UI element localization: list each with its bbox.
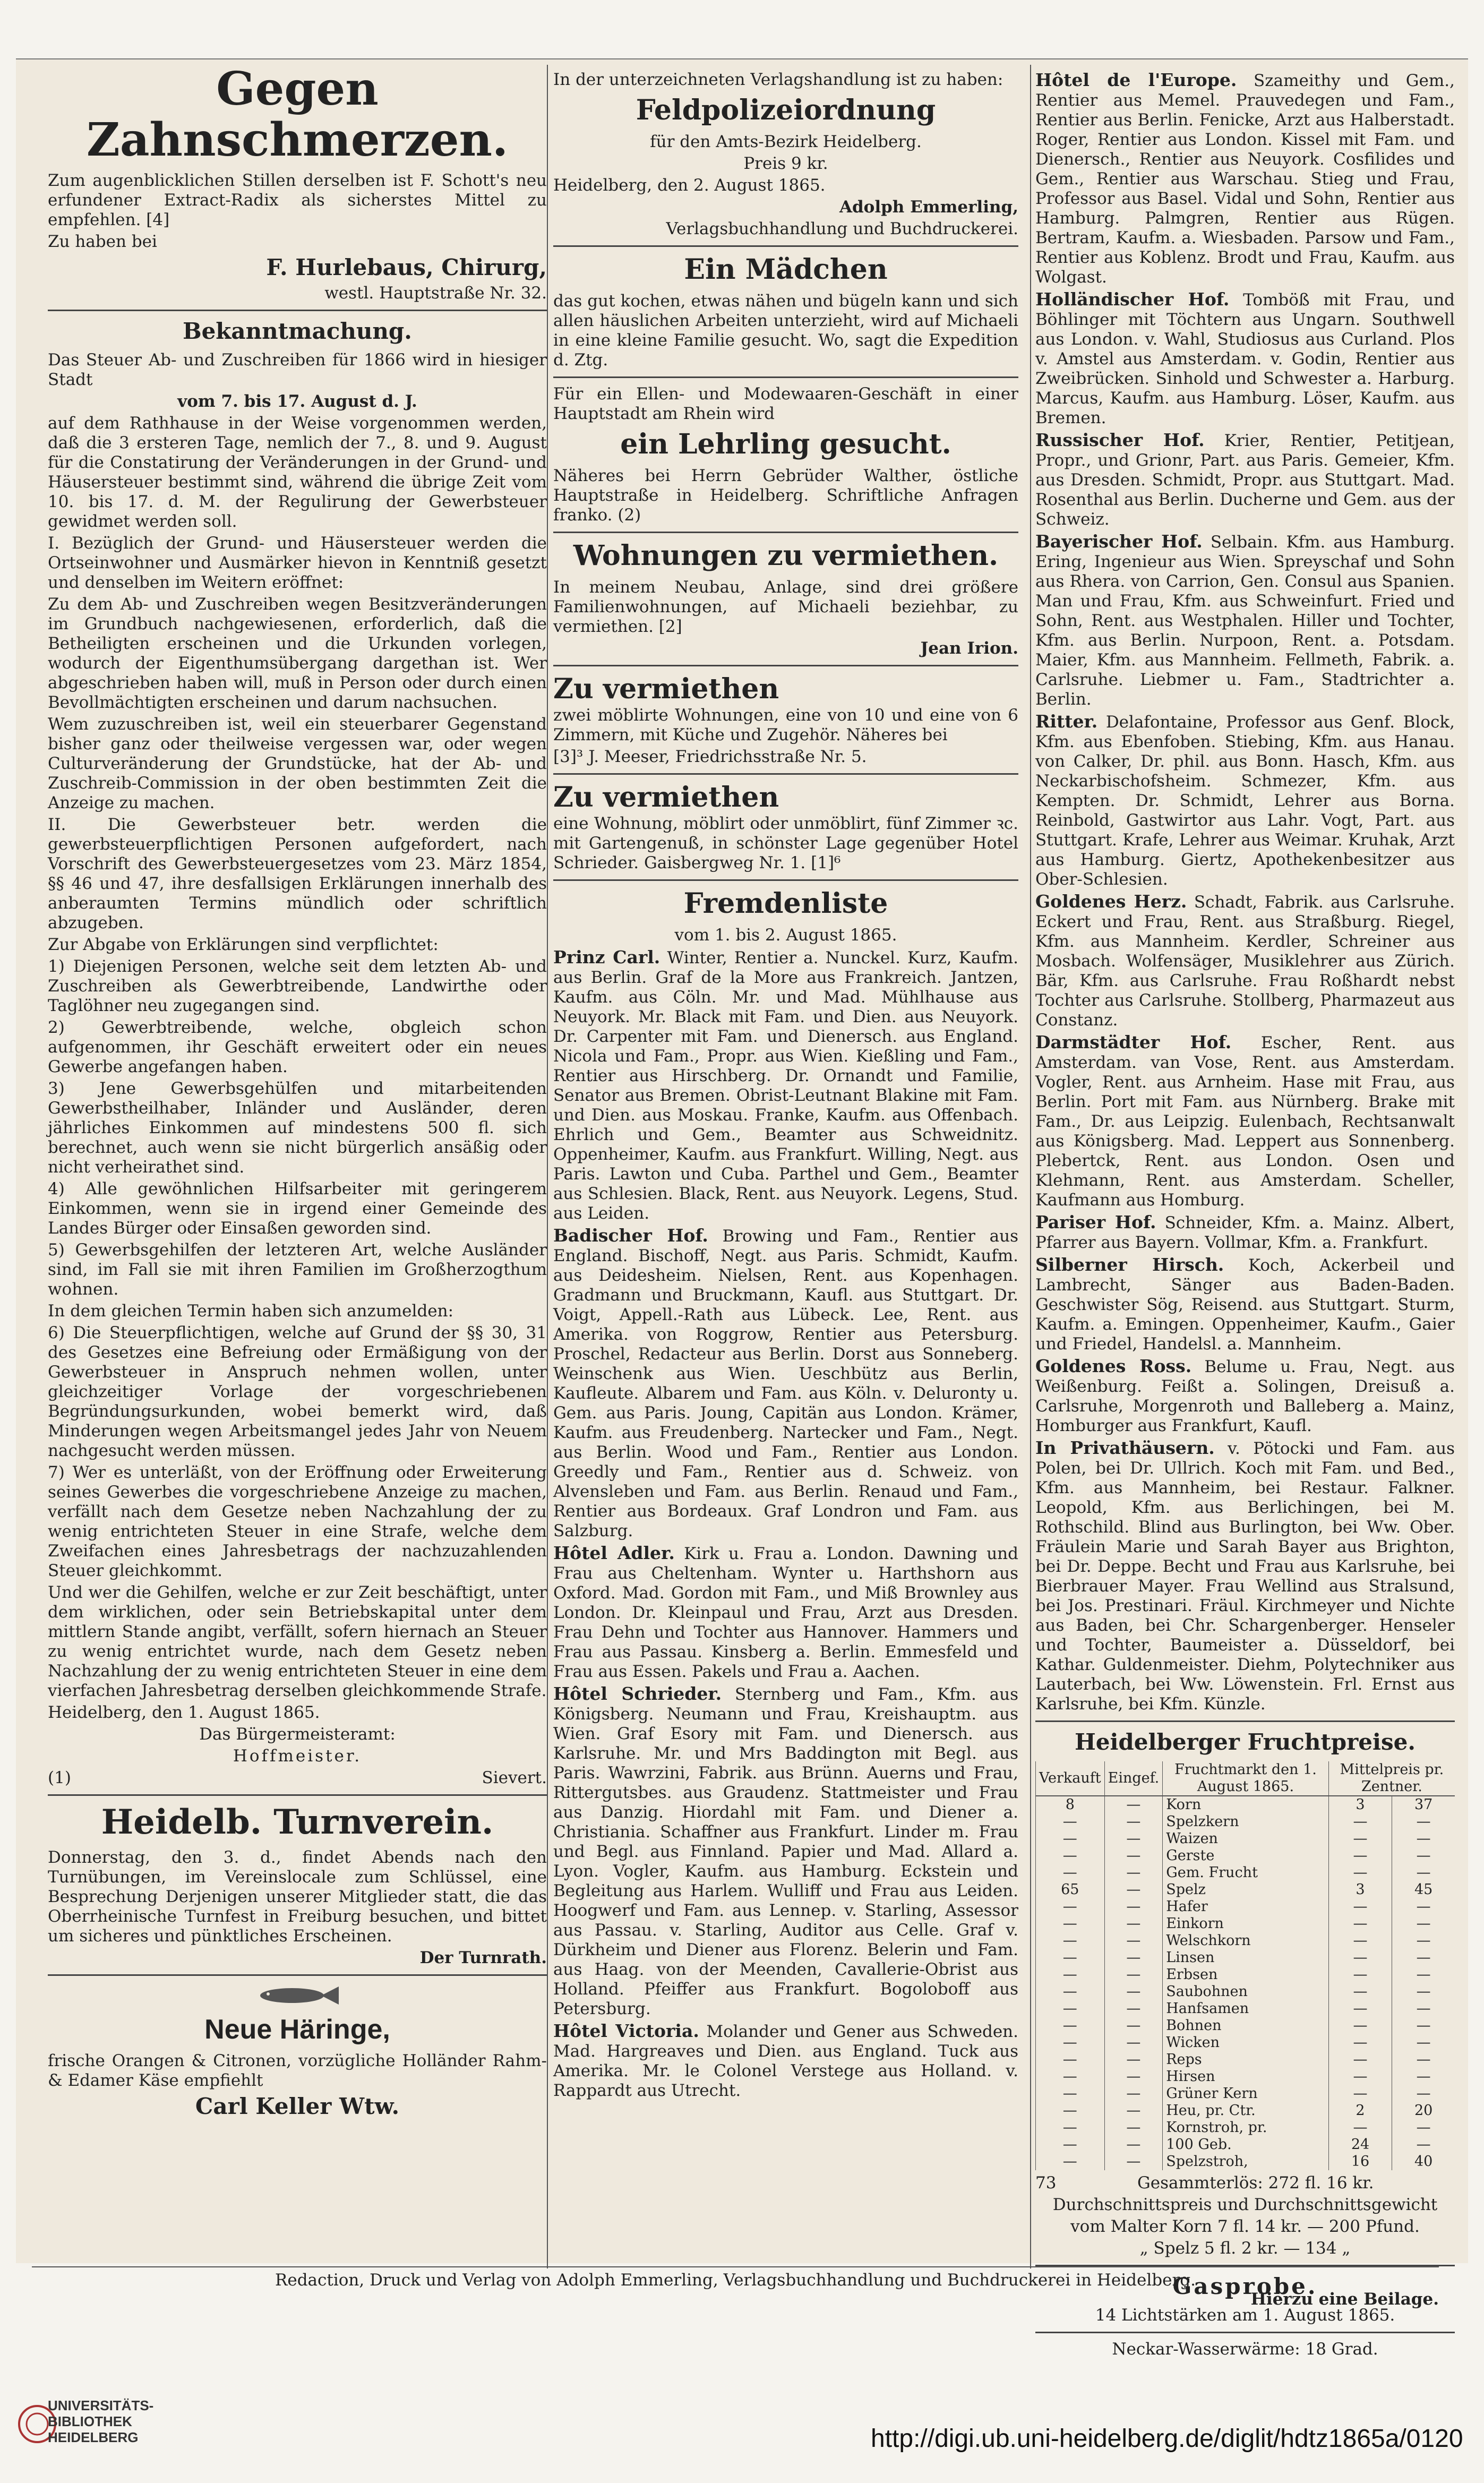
notice-item: 2) Gewerbtreibende, welche, obgleich schon aufgenommen, ihr Geschäft erweitert oder ein neues Gewerbe angefangen haben.: [48, 1018, 547, 1076]
table-row: [1036, 2102, 1455, 2119]
price-kr-cell: —: [1392, 1983, 1455, 2000]
sold-cell: —: [1036, 2034, 1105, 2051]
table-row: [1036, 2119, 1455, 2136]
delivered-cell: —: [1104, 1949, 1163, 1966]
hotel-name: Goldenes Herz.: [1035, 891, 1187, 912]
price-kr-cell: —: [1392, 2051, 1455, 2068]
price-fl-cell: —: [1328, 2034, 1392, 2051]
grain-name-cell: Welschkorn: [1163, 1932, 1329, 1949]
price-fl-cell: 2: [1328, 2102, 1392, 2119]
sold-cell: —: [1036, 2102, 1105, 2119]
price-kr-cell: —: [1392, 2034, 1455, 2051]
imprint-supplement: Hierzu eine Beilage.: [1250, 2290, 1439, 2309]
hotel-guests: Krier, Rentier, Petitjean, Propr., und Grionr, Part. aus Paris. Gemeier, Kfm. aus Dresden. Schmidt, Propr. aus Stuttgart. Mad. Rosenthal aus Berlin. Ducherne und Gem. aus der Schweiz.: [1035, 431, 1455, 529]
notice-text: I. Bezüglich der Grund- und Häusersteuer werden die Ortseinwohner und Ausmärker hievon in Kenntniß gesetzt und denselben im Weitern eröffnet:: [48, 534, 547, 592]
fruchtpreise-total-sold: 73: [1035, 2173, 1057, 2193]
price-kr-cell: —: [1392, 1915, 1455, 1932]
price-kr-cell: 45: [1392, 1881, 1455, 1898]
price-kr-cell: —: [1392, 2000, 1455, 2017]
table-header: Verkauft: [1036, 1761, 1105, 1796]
hotel-entry: [1035, 1032, 1455, 1210]
hotel-name: Darmstädter Hof.: [1035, 1032, 1232, 1052]
sold-cell: 65: [1036, 1881, 1105, 1898]
separator: [553, 879, 1018, 881]
table-row: [1036, 2034, 1455, 2051]
delivered-cell: —: [1104, 1932, 1163, 1949]
fremdenliste-title: Fremdenliste: [683, 887, 888, 920]
hotel-guests: Tomböß mit Frau, und Böhlinger mit Töchtern aus Ungarn. Southwell aus London. v. Wahl, Studiosus aus Curland. Plos v. Amstel aus Amsterdam. v. Godin, Rentier aus Zweibrücken. Sinhold und Schwester a. Harburg. Marcus, Kaufm. aus Hamburg. Löser, Kaufm. aus Bremen.: [1035, 290, 1455, 427]
table-row: [1036, 1915, 1455, 1932]
price-fl-cell: —: [1328, 2119, 1392, 2136]
hotel-name: Badischer Hof.: [553, 1225, 708, 1246]
hotel-guests: Schadt, Fabrik. aus Carlsruhe. Eckert und Frau, Rent. aus Straßburg. Riegel, Kfm. aus Mannheim. Kerdler, Schreiner aus Mosbach. Wolfensäger, Musiklehrer aus Zürich. Bär, Kfm. aus Carlsruhe. Frau Roßhardt nebst Tochter aus Carlsruhe. Stollberg, Pharmazeut aus Constanz.: [1035, 893, 1455, 1030]
haringe-title: Neue Häringe,: [204, 2014, 390, 2045]
grain-name-cell: Saubohnen: [1163, 1983, 1329, 2000]
vermiethen-contact: [3]³ J. Meeser, Friedrichsstraße Nr. 5.: [553, 747, 867, 766]
hotel-entry: [1035, 1438, 1455, 1714]
grain-name-cell: Korn: [1163, 1796, 1329, 1813]
price-fl-cell: —: [1328, 1847, 1392, 1864]
hotel-guests: Schneider, Kfm. a. Mainz. Albert, Pfarrer aus Bayern. Vollmar, Kfm. a. Frankfurt.: [1035, 1213, 1455, 1252]
table-row: [1036, 1881, 1455, 1898]
fruchtpreise-avg: Durchschnittspreis und Durchschnittsgewicht: [1052, 2195, 1438, 2214]
grain-name-cell: Reps: [1163, 2051, 1329, 2068]
price-kr-cell: —: [1392, 1830, 1455, 1847]
notice-text: Wem zuzuschreiben ist, weil ein steuerbarer Gegenstand bisher ganz oder theilweise vergessen war, oder wegen Culturveränderung der Grundstücke, hat der Ab- und Zuschreib-Commission in der oben bestimmten Zeit die Anzeige zu machen.: [48, 715, 547, 812]
hotel-guests: Browing und Fam., Rentier aus England. Bischoff, Negt. aus Paris. Schmidt, Kaufm. aus Deidesheim. Nielsen, Rent. aus Kopenhagen. Gradmann und Bruckmann, Kaufl. aus Stuttgart. Dr. Voigt, Appell.-Rath aus Lübeck. Lee, Rent. aus Amerika. von Roggrow, Rentier aus Petersburg. Proschel, Redacteur aus Berlin. Dorst aus Sonneberg. Weinschenk aus Wien. Ueschbütz aus Berlin, Kaufleute. Albarem und Fam. aus Köln. v. Deluronty u. Gem. aus Paris. Joung, Capitän aus London. Krämer, Kaufm. aus Freudenberg. Nartecker und Fam., Negt. aus Berlin. Wood und Fam., Rentier aus London. Greedly und Fam., Rentier aus d. Schweiz. von Alvensleben und Fam. aus Berlin. Renaud und Fam., Rentier aus Bordeaux. Graf Londron und Fam. aus Salzburg.: [553, 1227, 1019, 1540]
price-fl-cell: 16: [1328, 2153, 1392, 2170]
column-2: [547, 59, 1025, 2258]
grain-name-cell: Grüner Kern: [1163, 2085, 1329, 2102]
delivered-cell: —: [1104, 2051, 1163, 2068]
price-fl-cell: 3: [1328, 1881, 1392, 1898]
hotel-name: Holländischer Hof.: [1035, 289, 1230, 310]
price-fl-cell: 3: [1328, 1796, 1392, 1813]
lehrling-title: ein Lehrling gesucht.: [620, 428, 951, 460]
gasprobe-title: Gasprobe.: [1172, 2273, 1318, 2299]
hotel-name: Hôtel Schrieder.: [553, 1683, 722, 1704]
vermiethen-title: Zu vermiethen: [553, 673, 779, 705]
price-fl-cell: —: [1328, 1983, 1392, 2000]
table-header-row: [1036, 1761, 1455, 1796]
vermiethen-text: eine Wohnung, möblirt oder unmöblirt, fünf Zimmer ꝛc. mit Gartengenuß, in schönster Lage gegenüber Hotel Schrieder. Gaisbergweg Nr. 1. [1]⁶: [553, 814, 1018, 872]
delivered-cell: —: [1104, 2102, 1163, 2119]
price-kr-cell: 40: [1392, 2153, 1455, 2170]
separator: [1035, 2332, 1455, 2333]
feldpolizei-date: Heidelberg, den 2. August 1865.: [553, 176, 826, 195]
lehrling-text: Näheres bei Herrn Gebrüder Walther, östliche Hauptstraße in Heidelberg. Schriftliche Anfragen franko. (2): [553, 466, 1018, 525]
hotel-entry: [1035, 70, 1455, 287]
table-row: [1036, 1966, 1455, 1983]
hotel-guests: Szameithy und Gem., Rentier aus Memel. Prauvedegen und Fam., Rentier aus Berlin. Fenicke, Arzt aus Halberstadt. Roger, Rentier aus London. Kissel mit Fam. und Dienersch., Rentier aus Neuyork. Cosfilides und Gem., Rentier aus Warschau. Stieg und Frau, Professor aus Basel. Vidal und Sohn, Rentier aus Hamburg. Palmgren, Rentier aus Rügen. Bertram, Kaufm. a. Wiesbaden. Parsow und Fam., Rentier aus Koblenz. Brodt und Frau, Kaufm. aus Wolgast.: [1035, 71, 1455, 287]
grain-name-cell: Hirsen: [1163, 2068, 1329, 2085]
notice-item: 3) Jene Gewerbsgehülfen und mitarbeitenden Gewerbstheilhaber, Inländer und Ausländer, deren jährliches Einkommen auf mindestens 500 fl. sich berechnet, auch wenn sie nicht bürgerlich ansäßig oder nicht verheirathet sind.: [48, 1079, 547, 1177]
hotel-guests: Molander und Gener aus Schweden. Mad. Hargreaves und Dien. aus England. Tuck aus Amerika. Mr. le Colonel Verstege aus Holland. v. Rappardt aus Utrecht.: [553, 2022, 1019, 2100]
table-row: [1036, 1830, 1455, 1847]
library-name-line: HEIDELBERG: [48, 2429, 139, 2445]
grain-name-cell: Spelzkern: [1163, 1813, 1329, 1830]
grain-name-cell: 100 Geb.: [1163, 2136, 1329, 2153]
hotel-entry: [1035, 712, 1455, 889]
price-fl-cell: —: [1328, 1813, 1392, 1830]
separator: [553, 245, 1018, 247]
delivered-cell: —: [1104, 2068, 1163, 2085]
hotel-guests: v. Pötocki und Fam. aus Polen, bei Dr. Ullrich. Koch mit Fam. und Bed., Kfm. aus Mannheim, bei Restaur. Falkner. Leopold, Kfm. aus Berlichingen, bei M. Rothschild. Blind aus Burlington, bei Ww. Ober. Fräulein Marie und Sarah Bayer aus Brighton, bei Dr. Deppe. Becht und Frau aus Karlsruhe, bei Bierbrauer Mayer. Frau Wellind aus Stralsund, bei Jos. Prestinari. Fräul. Kirchmeyer und Nichte aus Baden, bei Chr. Schargenberger. Henseler und Tochter, Baumeister a. Düsseldorf, bei Kathar. Guldenmeister. Diehm, Polytechniker aus Lauterbach, bei Ww. Löwenstein. Frl. Ernst aus Karlsruhe, bei Kfm. Künzle.: [1035, 1439, 1455, 1714]
separator: [553, 773, 1018, 775]
delivered-cell: —: [1104, 1966, 1163, 1983]
feldpolizei-price: Preis 9 kr.: [743, 154, 828, 173]
turnverein-title: Heidelb. Turnverein.: [101, 1802, 494, 1842]
hotel-guests: Koch, Ackerbeil und Lambrecht, Sänger aus Baden-Baden. Geschwister Sög, Reisend. aus Stuttgart. Sturm, Kaufm. a. Emingen. Oppenheimer, Kaufm., Gaier und Friedel, Handelsl. a. Mannheim.: [1035, 1256, 1455, 1354]
notice-date: vom 7. bis 17. August d. J.: [177, 392, 417, 411]
sold-cell: —: [1036, 1847, 1105, 1864]
notice-text: Zur Abgabe von Erklärungen sind verpflichtet:: [48, 935, 439, 954]
haringe-text: frische Orangen & Citronen, vorzügliche Holländer Rahm- & Edamer Käse empfiehlt: [48, 2051, 547, 2090]
grain-name-cell: Spelzstroh,: [1163, 2153, 1329, 2170]
fruchtpreise-title: Heidelberger Fruchtpreise.: [1075, 1729, 1416, 1755]
column-rule: [1030, 65, 1031, 2268]
notice-text: In dem gleichen Termin haben sich anzumelden:: [48, 1302, 454, 1321]
notice-title: Bekanntmachung.: [183, 318, 412, 344]
price-kr-cell: —: [1392, 1864, 1455, 1881]
ad-advertiser: F. Hurlebaus, Chirurg,: [266, 254, 547, 280]
table-row: [1036, 1949, 1455, 1966]
table-row: [1036, 1813, 1455, 1830]
hotel-name: Bayerischer Hof.: [1035, 531, 1203, 552]
price-fl-cell: —: [1328, 1915, 1392, 1932]
table-row: [1036, 1932, 1455, 1949]
sold-cell: 8: [1036, 1796, 1105, 1813]
table-header: Fruchtmarkt den 1. August 1865.: [1163, 1761, 1329, 1796]
hotel-entry: [1035, 430, 1455, 529]
feldpolizei-publisher: Adolph Emmerling,: [839, 198, 1018, 217]
notice-signatory-line: [48, 1768, 547, 1788]
price-fl-cell: —: [1328, 2017, 1392, 2034]
maedchen-title: Ein Mädchen: [684, 253, 888, 286]
hotel-entry: [553, 1543, 1018, 1682]
delivered-cell: —: [1104, 1847, 1163, 1864]
price-kr-cell: —: [1392, 1966, 1455, 1983]
fruchtpreise-avg: vom Malter Korn 7 fl. 14 kr. — 200 Pfund.: [1070, 2217, 1420, 2236]
ad-address: westl. Hauptstraße Nr. 32.: [324, 284, 547, 303]
hotel-name: Goldenes Ross.: [1035, 1356, 1192, 1376]
grain-name-cell: Erbsen: [1163, 1966, 1329, 1983]
sold-cell: —: [1036, 1864, 1105, 1881]
sold-cell: —: [1036, 2153, 1105, 2170]
imprint-line: Redaction, Druck und Verlag von Adolph Emmerling, Verlagsbuchhandlung und Buchdruckerei in Heidelberg.: [32, 2266, 1439, 2290]
library-name: [48, 2398, 153, 2445]
hotel-entry: [1035, 892, 1455, 1030]
hotel-name: Ritter.: [1035, 711, 1098, 732]
table-header: Eingef.: [1104, 1761, 1163, 1796]
fruchtpreise-avg: „ Spelz 5 fl. 2 kr. — 134 „: [1139, 2239, 1351, 2258]
delivered-cell: —: [1104, 1864, 1163, 1881]
fremdenliste-date: vom 1. bis 2. August 1865.: [674, 926, 897, 945]
notice-number: (1): [48, 1768, 71, 1787]
fruchtpreise-body: [1036, 1796, 1455, 2170]
price-kr-cell: —: [1392, 1847, 1455, 1864]
delivered-cell: —: [1104, 1983, 1163, 2000]
price-fl-cell: —: [1328, 2068, 1392, 2085]
notice-item: 5) Gewerbsgehilfen der letzteren Art, welche Ausländer sind, im Fall sie mit ihren Familien im Großherzogthum wohnen.: [48, 1240, 547, 1299]
hotel-name: Hôtel de l'Europe.: [1035, 70, 1237, 90]
price-fl-cell: —: [1328, 1864, 1392, 1881]
sold-cell: —: [1036, 2017, 1105, 2034]
hotel-guests: Selbain. Kfm. aus Hamburg. Ering, Ingenieur aus Wien. Spreyschaf und Sohn aus Rhera. von Carrion, Gen. Consul aus Spanien. Man und Frau, Kfm. aus Schweinfurt. Fried und Sohn, Rent. aus Westphalen. Hiller und Tochter, Kfm. aus Berlin. Nurpoon, Rent. a. Potsdam. Maier, Kfm. aus Mannheim. Fellmeth, Fabrik. a. Carlsruhe. Liebmer u. Fam., Stadtrichter a. Berlin.: [1035, 533, 1455, 709]
hotel-guests: Kirk u. Frau a. London. Dawning und Frau aus Cheltenham. Wynter u. Harthshorn aus Oxford. Mad. Gordon mit Fam., und Miß Brownley aus London. Dr. Kleinpaul und Frau, Arzt aus Dresden. Frau Dehn und Tochter aus Hannover. Hammers und Frau aus Passau. Kinsberg a. Berlin. Emmesfeld und Frau aus Essen. Pakels und Frau a. Aachen.: [553, 1544, 1018, 1681]
delivered-cell: —: [1104, 1915, 1163, 1932]
hotel-entry: [553, 1226, 1018, 1541]
sold-cell: —: [1036, 2051, 1105, 2068]
price-kr-cell: 20: [1392, 2102, 1455, 2119]
price-kr-cell: —: [1392, 2136, 1455, 2153]
hotel-entry: [553, 2021, 1018, 2101]
gasprobe-text: 14 Lichtstärken am 1. August 1865.: [1095, 2306, 1395, 2325]
hotel-entry: [1035, 289, 1455, 428]
price-kr-cell: —: [1392, 2085, 1455, 2102]
price-fl-cell: —: [1328, 2085, 1392, 2102]
delivered-cell: —: [1104, 1830, 1163, 1847]
feldpolizei-firm: Verlagsbuchhandlung und Buchdruckerei.: [666, 219, 1018, 238]
table-row: [1036, 2051, 1455, 2068]
price-fl-cell: —: [1328, 1898, 1392, 1915]
sold-cell: —: [1036, 1813, 1105, 1830]
table-header: Mittelpreis pr. Zentner.: [1328, 1761, 1455, 1796]
notice-text: Zu dem Ab- und Zuschreiben wegen Besitzveränderungen im Grundbuch nachgewiesenen, erforderlich, daß die Betheiligten erscheinen und die Urkunden vorlegen, wodurch der Eigenthumsübergang dargethan ist. Wer abgeschrieben haben will, muß in Person oder durch einen Bevollmächtigten erscheinen und darum nachsuchen.: [48, 595, 547, 712]
price-kr-cell: —: [1392, 2017, 1455, 2034]
grain-name-cell: Hafer: [1163, 1898, 1329, 1915]
delivered-cell: —: [1104, 2000, 1163, 2017]
price-kr-cell: —: [1392, 1813, 1455, 1830]
hotel-name: Prinz Carl.: [553, 947, 660, 967]
turnverein-text: Donnerstag, den 3. d., findet Abends nach den Turnübungen, im Vereinslocale zum Schlüssel, eine Besprechung Derjenigen unserer Mitglieder statt, die das Oberrheinische Turnfest in Freiburg besuchen, und bittet um sicheres und pünktliches Erscheinen.: [48, 1848, 547, 1946]
separator: [48, 1974, 547, 1976]
digital-url[interactable]: http://digi.ub.uni-heidelberg.de/diglit/hdtz1865a/0120: [871, 2425, 1463, 2453]
separator: [1035, 1720, 1455, 1722]
price-kr-cell: —: [1392, 2119, 1455, 2136]
wohnungen-text: In meinem Neubau, Anlage, sind drei größere Familienwohnungen, auf Michaeli beziehbar, zu vermiethen. [2]: [553, 578, 1018, 636]
hotel-name: Silberner Hirsch.: [1035, 1254, 1224, 1275]
hotel-guests: Winter, Rentier a. Nunckel. Kurz, Kaufm. aus Berlin. Graf de la More aus Frankreich. Jantzen, Kaufm. aus Cöln. Mr. und Mad. Mühlhause aus Neuyork. Mr. Black mit Fam. und Dien. aus Neuyork. Dr. Carpenter mit Fam. und Dienersch. aus England. Nicola und Fam., Propr. aus Wien. Kießling und Fam., Rentier aus Hirschberg. Dr. Ornandt und Familie, Senator aus Bremen. Obrist-Leutnant Blakine mit Fam. und Dien. aus Moskau. Franke, Kaufm. aus Offenbach. Ehrlich und Gem., Beamter aus Schweidnitz. Oppenheimer, Kaufm. aus Frankfurt. Willing, Negt. aus Paris. Lawton und Cuba. Parthel und Gem., Beamter aus Schlesien. Black, Rent. aus Neuyork. Legens, Stud. aus Leiden.: [553, 948, 1018, 1223]
price-fl-cell: —: [1328, 1830, 1392, 1847]
sold-cell: —: [1036, 2136, 1105, 2153]
delivered-cell: —: [1104, 1881, 1163, 1898]
ad-text: Zum augenblicklichen Stillen derselben ist F. Schott's neu erfundener Extract-Radix als sicherstes Mittel zu empfehlen. [4]: [48, 171, 547, 229]
hotel-name: Hôtel Adler.: [553, 1543, 675, 1563]
hotel-entry: [1035, 1212, 1455, 1253]
wohnungen-title: Wohnungen zu vermiethen.: [573, 540, 999, 572]
notice-item: 7) Wer es unterläßt, von der Eröffnung oder Erweiterung seines Gewerbes die vorgeschriebene Anzeige zu machen, verfällt nach dem Gesetze neben Nachzahlung der zu wenig entrichteten Steuer in eine Strafe, welche dem Zweifachen eines Jahresbetrags der nachzuzahlenden Steuer gleichkommt.: [48, 1463, 547, 1580]
hotel-entry: [1035, 532, 1455, 709]
delivered-cell: —: [1104, 2017, 1163, 2034]
separator: [553, 665, 1018, 666]
grain-name-cell: Heu, pr. Ctr.: [1163, 2102, 1329, 2119]
notice-signatory-2: Sievert.: [482, 1768, 547, 1787]
grain-name-cell: Wicken: [1163, 2034, 1329, 2051]
delivered-cell: —: [1104, 2085, 1163, 2102]
delivered-cell: —: [1104, 1898, 1163, 1915]
grain-name-cell: Gerste: [1163, 1847, 1329, 1864]
hotel-guests: Delafontaine, Professor aus Genf. Block, Kfm. aus Ebenfoben. Stiebing, Kfm. aus Hanau. von Calker, Dr. phil. aus Bonn. Hasch, Kfm. aus Neckarbischofsheim. Schmezer, Kfm. aus Kempten. Dr. Schmidt, Lehrer aus Borna. Reinbold, Gastwirtor aus Lahr. Vogt, Part. aus Stuttgart. Krafe, Lehrer aus Weimar. Kruhak, Arzt aus Hamburg. Giertz, Apothekenbesitzer aus Ober-Schlesien.: [1035, 713, 1455, 889]
price-fl-cell: —: [1328, 2051, 1392, 2068]
price-fl-cell: —: [1328, 1966, 1392, 1983]
separator: [48, 310, 547, 311]
notice-item: 4) Alle gewöhnlichen Hilfsarbeiter mit geringerem Einkommen, wenn sie in irgend einer Gemeinde des Landes Bürger oder Einsaßen geworden sind.: [48, 1179, 547, 1238]
ad-title-zahnschmerzen: Gegen Zahnschmerzen.: [87, 62, 508, 167]
delivered-cell: —: [1104, 2136, 1163, 2153]
table-row: [1036, 1983, 1455, 2000]
fruchtpreise-total: Gesammterlös: 272 fl. 16 kr.: [1137, 2173, 1374, 2193]
hotel-guests: Escher, Rent. aus Amsterdam. van Vose, Rent. aus Amsterdam. Vogler, Rent. aus Arnheim. Hase mit Frau, aus Berlin. Port mit Fam. aus Nürnberg. Brake mit Fam., Dr. aus Leipzig. Eulenbach, Rechtsanwalt aus Königsberg. Mad. Leppert aus Sonnenberg. Plebertck, Rent. aus London. Osen und Klehmann, Rent. aus Amsterdam. Scheller, Kaufmann aus Homburg.: [1035, 1033, 1455, 1210]
grain-name-cell: Hanfsamen: [1163, 2000, 1329, 2017]
table-row: [1036, 2136, 1455, 2153]
price-kr-cell: —: [1392, 2068, 1455, 2085]
notice-text: Das Steuer Ab- und Zuschreiben für 1866 wird in hiesiger Stadt: [48, 350, 547, 389]
sold-cell: —: [1036, 2000, 1105, 2017]
delivered-cell: —: [1104, 2034, 1163, 2051]
delivered-cell: —: [1104, 2153, 1163, 2170]
sold-cell: —: [1036, 1830, 1105, 1847]
vermiethen-title: Zu vermiethen: [553, 781, 779, 814]
sold-cell: —: [1036, 1966, 1105, 1983]
grain-name-cell: Kornstroh, pr.: [1163, 2119, 1329, 2136]
delivered-cell: —: [1104, 2119, 1163, 2136]
sold-cell: —: [1036, 1898, 1105, 1915]
neckar-temperature: Neckar-Wasserwärme: 18 Grad.: [1112, 2340, 1378, 2359]
hotel-name: Russischer Hof.: [1035, 430, 1205, 450]
notice-item: 6) Die Steuerpflichtigen, welche auf Grund der §§ 30, 31 des Gesetzes eine Befreiung oder Ermäßigung von der Gewerbsteuer in Anspruch nehmen wollen, unter gleichzeitiger Vorlage der vorgeschriebenen Begründungsurkunden, wobei bemerkt wird, daß Minderungen wegen Arbeitsmangel jedes Jahr von Neuem nachgesucht werden müssen.: [48, 1323, 547, 1460]
vermiethen-text: zwei möblirte Wohnungen, eine von 10 und eine von 6 Zimmern, mit Küche und Zugehör. Näheres bei: [553, 706, 1018, 744]
grain-name-cell: Gem. Frucht: [1163, 1864, 1329, 1881]
grain-name-cell: Bohnen: [1163, 2017, 1329, 2034]
hotel-name: Hôtel Victoria.: [553, 2020, 699, 2041]
price-fl-cell: —: [1328, 1949, 1392, 1966]
separator: [553, 532, 1018, 533]
table-row: [1036, 2017, 1455, 2034]
feldpolizei-sub: für den Amts-Bezirk Heidelberg.: [650, 132, 922, 151]
fruchtpreise-total-line: [1035, 2173, 1455, 2193]
hotel-entry: [1035, 1356, 1455, 1436]
table-row: [1036, 2000, 1455, 2017]
price-fl-cell: —: [1328, 1932, 1392, 1949]
sold-cell: —: [1036, 1983, 1105, 2000]
price-kr-cell: —: [1392, 1932, 1455, 1949]
price-fl-cell: 24: [1328, 2136, 1392, 2153]
hotel-entry: [553, 1684, 1018, 2019]
hotel-name: In Privathäusern.: [1035, 1437, 1215, 1458]
sold-cell: —: [1036, 1932, 1105, 1949]
library-name-line: UNIVERSITÄTS-: [48, 2398, 154, 2413]
haringe-seller: Carl Keller Wtw.: [195, 2093, 400, 2119]
hotel-entry: [1035, 1255, 1455, 1354]
fruchtpreise-table: [1035, 1761, 1455, 2170]
hotel-guests: Sternberg und Fam., Kfm. aus Königsberg. Neumann und Frau, Kreishauptm. aus Wien. Graf Esory mit Fam. und Dienersch. aus Karlsruhe. Mr. und Mrs Baddington mit Begl. aus Paris. Wawrzini, Fabrik. aus Brünn. Auerns und Frau, Rittergutsbes. aus Graudenz. Stattmeister und Frau aus Danzig. Hiordahl mit Fam. und Diener a. Christiania. Schaffner aus Frankfurt. Linder m. Frau und Begl. aus Finnland. Papier und Mad. Allard a. Lyon. Vogler, Kaufm. aus Hamburg. Eckstein und Begleitung aus Harlem. Wulliff und Frau aus Leiden. Hoogwerf und Fam. aus Lennep. v. Starling, Assessor aus Passau. v. Starling, Auditor aus Celle. Graf v. Dürkheim und Diener aus Florenz. Belerin und Fam. aus Haag. von der Meenden, Cavallerie-Obrist aus Holland. Pfeiffer aus Frankfurt. Bogoloboff aus Petersburg.: [553, 1685, 1018, 2018]
ad-text: Zu haben bei: [48, 232, 157, 251]
price-fl-cell: —: [1328, 2000, 1392, 2017]
notice-item: 1) Diejenigen Personen, welche seit dem letzten Ab- und Zuschreiben als Gewerbtreibende, Landwirthe oder Taglöhner neu zugegangen sind.: [48, 957, 547, 1015]
verlag-text: In der unterzeichneten Verlagshandlung ist zu haben:: [553, 70, 1003, 89]
sold-cell: —: [1036, 2068, 1105, 2085]
sold-cell: —: [1036, 2085, 1105, 2102]
notice-text: II. Die Gewerbsteuer betr. werden die gewerbsteuerpflichtigen Personen aufgefordert, nach Vorschrift des Gewerbsteuergesetzes vom 23. März 1854, §§ 46 und 47, ihre desfallsigen Erklärungen innerhalb des anberaumten Termins mündlich oder schriftlich abzugeben.: [48, 815, 547, 932]
sold-cell: —: [1036, 1949, 1105, 1966]
notice-date-signed: Heidelberg, den 1. August 1865.: [48, 1703, 320, 1722]
grain-name-cell: Waizen: [1163, 1830, 1329, 1847]
notice-text: auf dem Rathhause in der Weise vorgenommen werden, daß die 3 ersteren Tage, nemlich der 7., 8. und 9. August für die Constatirung der Veränderungen in der Grund- und Häusersteuer bestimmt sind, während die übrige Zeit vom 10. bis 17. d. M. der Regulirung der Gewerbsteuer gewidmet werden soll.: [48, 414, 547, 531]
delivered-cell: —: [1104, 1796, 1163, 1813]
sold-cell: —: [1036, 2119, 1105, 2136]
grain-name-cell: Linsen: [1163, 1949, 1329, 1966]
turnverein-sign: Der Turnrath.: [419, 1948, 547, 1967]
delivered-cell: —: [1104, 1813, 1163, 1830]
grain-name-cell: Spelz: [1163, 1881, 1329, 1898]
maedchen-text: das gut kochen, etwas nähen und bügeln kann und sich allen häuslichen Arbeiten unterzieht, wird auf Michaeli in eine kleine Familie gesucht. Wo, sagt die Expedition d. Ztg.: [553, 292, 1018, 370]
fish-icon: [255, 1982, 340, 2009]
table-row: [1036, 2153, 1455, 2170]
table-row: [1036, 1847, 1455, 1864]
hotel-entry: [553, 947, 1018, 1223]
table-row: [1036, 1796, 1455, 1813]
hotel-name: Pariser Hof.: [1035, 1212, 1156, 1232]
notice-signatory: Hoffmeister.: [233, 1746, 362, 1766]
separator: [553, 376, 1018, 378]
grain-name-cell: Einkorn: [1163, 1915, 1329, 1932]
lehrling-text: Für ein Ellen- und Modewaaren-Geschäft in einer Hauptstadt am Rhein wird: [553, 384, 1018, 423]
price-kr-cell: —: [1392, 1898, 1455, 1915]
table-row: [1036, 2085, 1455, 2102]
table-row: [1036, 1898, 1455, 1915]
imprint: [32, 2266, 1439, 2309]
library-name-line: BIBLIOTHEK: [48, 2413, 132, 2429]
column-1: [48, 59, 547, 2258]
price-kr-cell: 37: [1392, 1796, 1455, 1813]
hotel-guests: Belume u. Frau, Negt. aus Weißenburg. Feißt a. Solingen, Dreisuß a. Carlsruhe, Morgenroth und Balleberg a. Mainz, Homburger aus Frankfurt, Kaufl.: [1035, 1357, 1455, 1435]
feldpolizei-title: Feldpolizeiordnung: [636, 94, 936, 126]
notice-office: Das Bürgermeisteramt:: [199, 1725, 396, 1744]
notice-text: Und wer die Gehilfen, welche er zur Zeit beschäftigt, unter dem wirklichen, oder sein Betriebskapital unter dem mittlern Stande angibt, verfällt, sofern hiernach an Steuer zu wenig entrichtet wurde, nach dem Gesetz neben Nachzahlung der zu wenig entrichteten Steuer in eine dem vierfachen Jahresbetrag derselben gleichkommende Strafe.: [48, 1583, 547, 1700]
table-row: [1036, 2068, 1455, 2085]
separator: [48, 1794, 547, 1796]
sold-cell: —: [1036, 1915, 1105, 1932]
table-row: [1036, 1864, 1455, 1881]
price-kr-cell: —: [1392, 1949, 1455, 1966]
wohnungen-name: Jean Irion.: [920, 639, 1018, 658]
